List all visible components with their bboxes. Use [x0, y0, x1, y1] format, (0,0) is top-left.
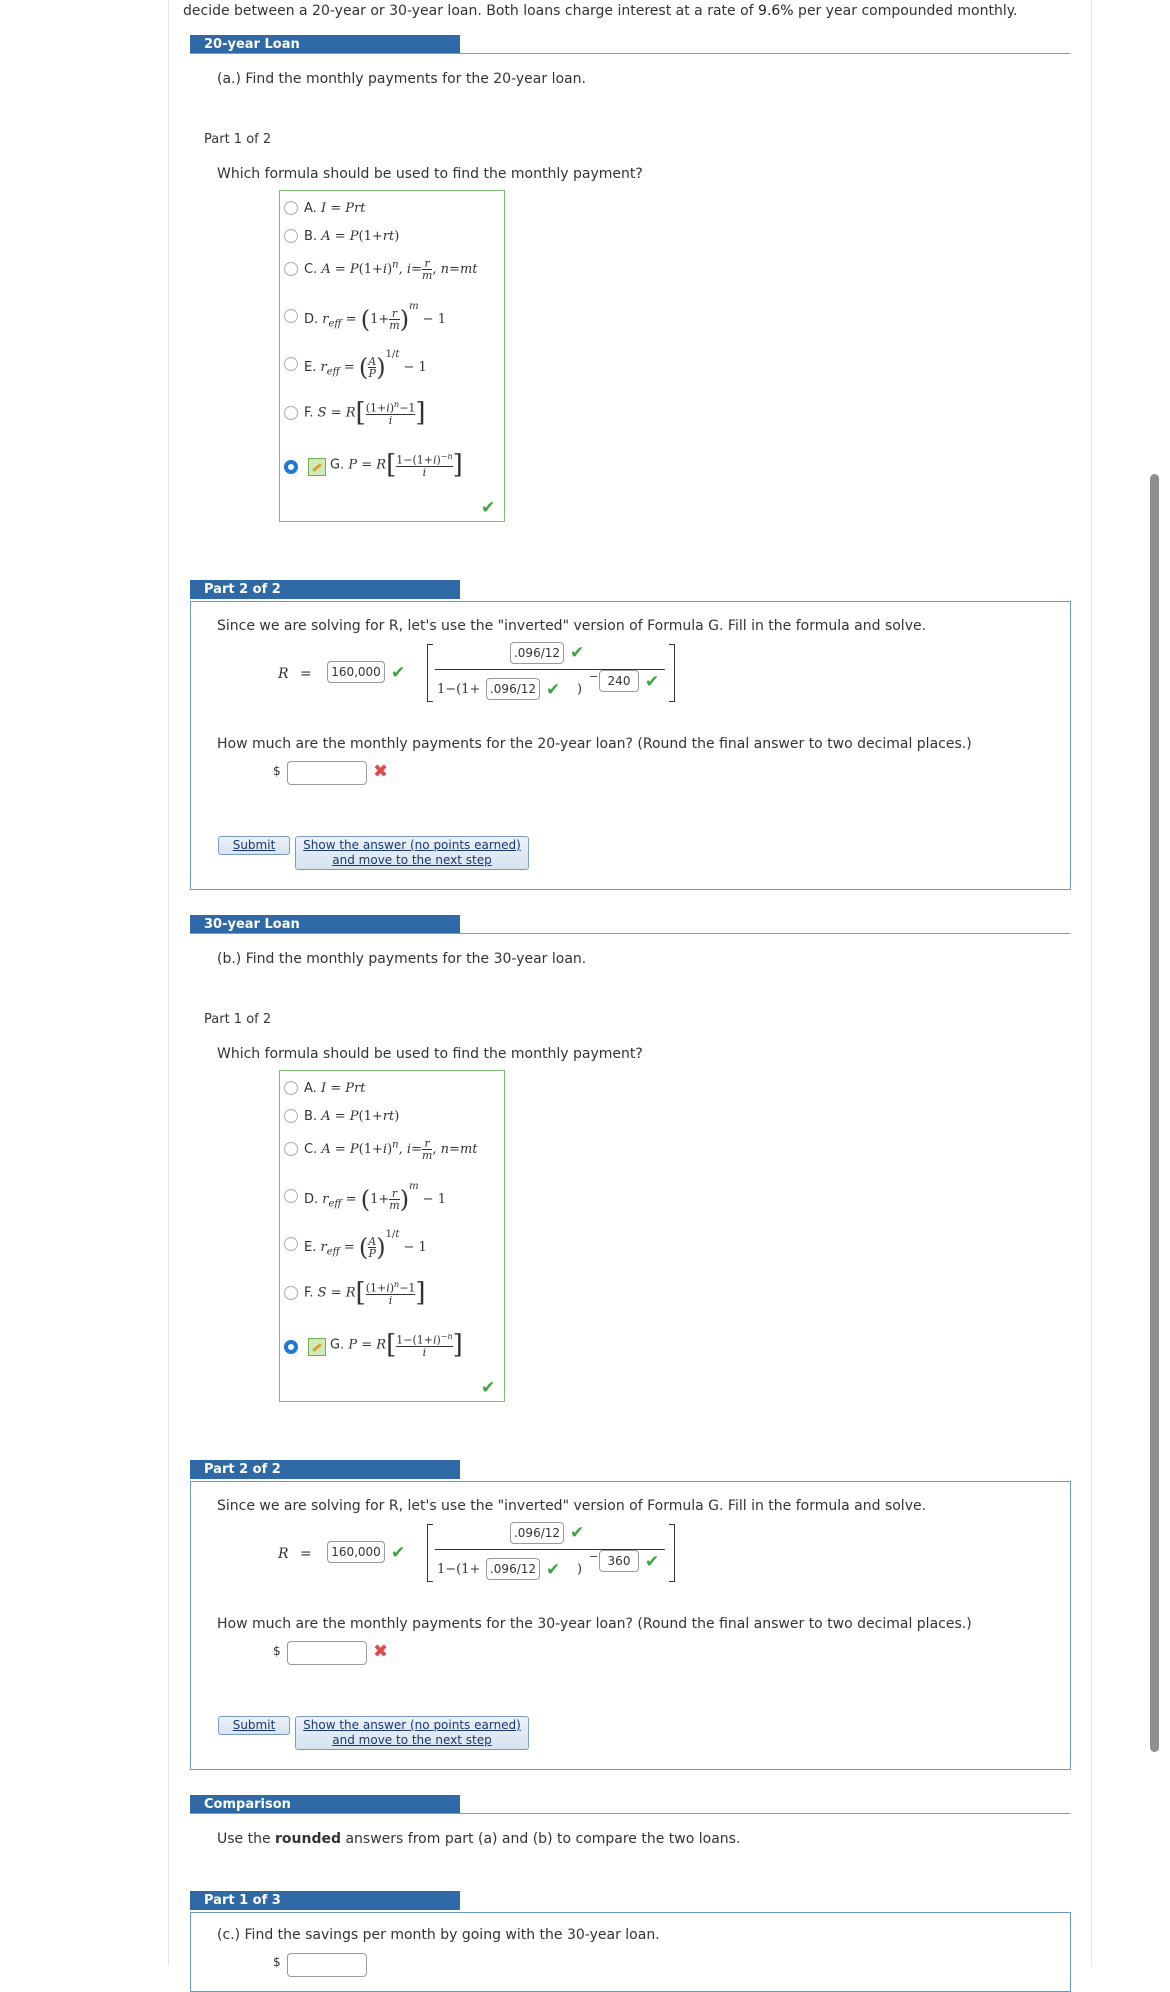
check-icon: ✔ [481, 498, 496, 518]
denom-prefix: 1−(1+ [437, 1562, 481, 1577]
pencil-icon [308, 1338, 326, 1356]
part2-box-20yr [190, 601, 1071, 890]
choice-a[interactable]: A. I = Prt [304, 1081, 366, 1096]
choice-e[interactable]: E. $r_{eff} = (\frac{A}{P}$ )$^{1/t}$ − 1 [304, 349, 427, 382]
submit-button[interactable]: Submit [218, 836, 290, 855]
radio-b[interactable] [284, 229, 298, 243]
part-label: Part 1 of 2 [204, 1012, 272, 1027]
denominator-rate-field[interactable]: .096/12 [486, 1558, 540, 1580]
check-icon: ✔ [391, 1543, 406, 1563]
left-bracket [427, 1524, 433, 1582]
r-label: R [278, 666, 289, 682]
solve-text: Since we are solving for R, let's use the "inverted" version of Formula G. Fill in the formula and solve. [217, 618, 927, 634]
dollar-sign: $ [273, 764, 281, 778]
part3-question: (c.) Find the savings per month by going with the 30-year loan. [217, 1927, 660, 1943]
denom-prefix: 1−(1+ [437, 682, 481, 697]
section-title: 20-year Loan [190, 35, 460, 54]
numerator-rate-field[interactable]: .096/12 [510, 1522, 564, 1544]
right-bracket [669, 1524, 675, 1582]
choice-d[interactable]: D. $r_{eff} = (1+\frac{r}{m}$ )$^m$ − 1 [304, 301, 446, 334]
intro-text: decide between a 20-year or 30-year loan. Both loans charge interest at a rate of 9.6% per year compounded monthly. [183, 3, 1018, 19]
close-paren: ) [577, 682, 583, 697]
dollar-sign: $ [273, 1644, 281, 1658]
x-icon: ✖ [373, 1641, 389, 1662]
equals-sign: = [300, 1546, 312, 1562]
choice-c[interactable]: C. $A = P(1+i)^n$, $i=\frac{r}{m}$ , n=mt [304, 1137, 478, 1162]
choice-f[interactable]: F. $S = R[(1+i)^n-1$ i ] [304, 398, 426, 428]
radio-d[interactable] [284, 309, 298, 323]
payment-question: How much are the monthly payments for the 20-year loan? (Round the final answer to two decimal places.) [217, 736, 972, 752]
equals-sign: = [300, 666, 312, 682]
exponent-minus: − [589, 670, 599, 683]
radio-b[interactable] [284, 1109, 298, 1123]
radio-f[interactable] [284, 1286, 298, 1300]
radio-e[interactable] [284, 357, 298, 371]
choice-f[interactable]: F. $S = R[(1+i)^n-1$ i ] [304, 1278, 426, 1308]
choice-a[interactable]: A. I = Prt [304, 201, 366, 216]
check-icon: ✔ [570, 643, 585, 663]
n-field[interactable]: 240 [599, 670, 639, 692]
check-icon: ✔ [645, 672, 660, 692]
check-icon: ✔ [570, 1523, 585, 1543]
radio-a[interactable] [284, 201, 298, 215]
savings-input[interactable] [287, 1953, 367, 1977]
dollar-sign: $ [273, 1955, 281, 1969]
radio-c[interactable] [284, 1142, 298, 1156]
question-a: (a.) Find the monthly payments for the 20-year loan. [217, 71, 586, 87]
denominator-rate-field[interactable]: .096/12 [486, 678, 540, 700]
part-label: Part 2 of 2 [190, 1460, 460, 1479]
solve-text: Since we are solving for R, let's use the "inverted" version of Formula G. Fill in the formula and solve. [217, 1498, 927, 1514]
choice-c[interactable]: C. $A = P(1+i)^n$, $i=\frac{r}{m}$ , n=mt [304, 257, 478, 282]
show-answer-button[interactable]: Show the answer (no points earned) and move to the next step [295, 1716, 529, 1750]
show-answer-button[interactable]: Show the answer (no points earned) and move to the next step [295, 836, 529, 870]
radio-d[interactable] [284, 1189, 298, 1203]
payment-input[interactable] [287, 761, 367, 785]
check-icon: ✔ [481, 1378, 496, 1398]
n-field[interactable]: 360 [599, 1550, 639, 1572]
formula-question: Which formula should be used to find the monthly payment? [217, 166, 643, 182]
formula-question: Which formula should be used to find the monthly payment? [217, 1046, 643, 1062]
section-title: 30-year Loan [190, 915, 460, 934]
close-paren: ) [577, 1562, 583, 1577]
r-label: R [278, 1546, 289, 1562]
choice-b[interactable]: B. A = P(1+rt) [304, 1109, 400, 1124]
choice-list [279, 1070, 505, 1402]
x-icon: ✖ [373, 761, 389, 782]
choice-e[interactable]: E. $r_{eff} = (\frac{A}{P}$ )$^{1/t}$ − 1 [304, 1229, 427, 1262]
content-panel [168, 0, 1092, 1969]
part3-box [190, 1912, 1071, 1992]
right-bracket [669, 644, 675, 702]
pencil-icon [308, 458, 326, 476]
numerator-rate-field[interactable]: .096/12 [510, 642, 564, 664]
exponent-minus: − [589, 1550, 599, 1563]
radio-a[interactable] [284, 1081, 298, 1095]
part-label: Part 2 of 2 [190, 580, 460, 599]
principal-field[interactable]: 160,000 [327, 661, 385, 683]
check-icon: ✔ [391, 663, 406, 683]
choice-g[interactable]: G. $P = R[1-(1+i)^{-n}$ i ] [330, 450, 463, 480]
part-label: Part 1 of 3 [190, 1891, 460, 1910]
check-icon: ✔ [645, 1552, 660, 1572]
check-icon: ✔ [546, 1560, 561, 1580]
principal-field[interactable]: 160,000 [327, 1541, 385, 1563]
radio-f[interactable] [284, 406, 298, 420]
part-label: Part 1 of 2 [204, 132, 272, 147]
radio-c[interactable] [284, 262, 298, 276]
radio-e[interactable] [284, 1237, 298, 1251]
radio-g[interactable] [284, 1340, 298, 1354]
question-b: (b.) Find the monthly payments for the 30-year loan. [217, 951, 587, 967]
payment-input[interactable] [287, 1641, 367, 1665]
choice-list [279, 190, 505, 522]
left-bracket [427, 644, 433, 702]
comparison-text: Use the rounded answers from part (a) and (b) to compare the two loans. [217, 1831, 741, 1847]
section-title: Comparison [190, 1795, 460, 1814]
scrollbar[interactable] [1150, 474, 1159, 1752]
check-icon: ✔ [546, 680, 561, 700]
choice-d[interactable]: D. $r_{eff} = (1+\frac{r}{m}$ )$^m$ − 1 [304, 1181, 446, 1214]
submit-button[interactable]: Submit [218, 1716, 290, 1735]
radio-g[interactable] [284, 460, 298, 474]
part2-box-30yr [190, 1481, 1071, 1770]
payment-question: How much are the monthly payments for the 30-year loan? (Round the final answer to two decimal places.) [217, 1616, 972, 1632]
choice-g[interactable]: G. $P = R[1-(1+i)^{-n}$ i ] [330, 1330, 463, 1360]
choice-b[interactable]: B. A = P(1+rt) [304, 229, 400, 244]
